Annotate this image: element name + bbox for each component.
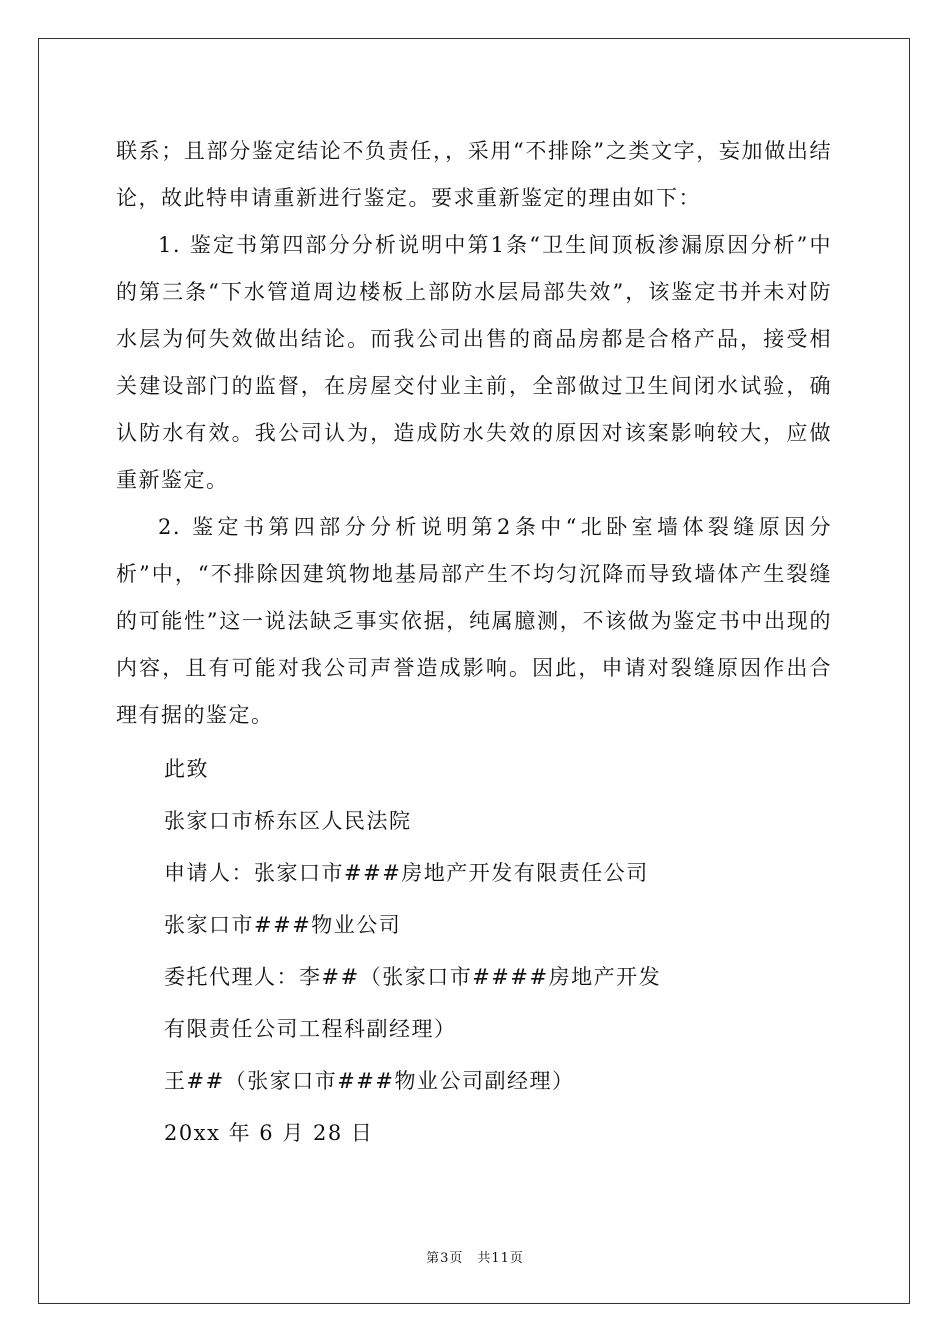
page-current: 第3页 bbox=[426, 1251, 464, 1266]
paragraph-intro: 联系；且部分鉴定结论不负责任，，采用“不排除”之类文字，妄加做出结论，故此特申请重新进行鉴定。要求重新鉴定的理由如下： bbox=[116, 139, 832, 210]
salutation: 此致 bbox=[164, 757, 209, 781]
document-body bbox=[116, 128, 832, 1159]
agent-line-1: 委托代理人：李##（张家口市####房地产开发 bbox=[164, 965, 662, 989]
agent-line-2: 有限责任公司工程科副经理） bbox=[164, 1017, 457, 1041]
paragraph-reason-1: 1. 鉴定书第四部分分析说明中第1条“卫生间顶板渗漏原因分析”中的第三条“下水管道周边楼板上部防水层局部失效”，该鉴定书并未对防水层为何失效做出结论。而我公司出售的商品房都是合格产品，接受相关建设部门的监督，在房屋交付业主前，全部做过卫生间闭水试验，确认防水有效。我公司认为，造成防水失效的原因对该案影响较大，应做重新鉴定。 bbox=[116, 233, 832, 492]
recipient: 张家口市桥东区人民法院 bbox=[164, 809, 412, 833]
page-total: 共11页 bbox=[477, 1251, 524, 1266]
date: 20xx 年 6 月 28 日 bbox=[164, 1121, 374, 1145]
co-applicant: 张家口市###物业公司 bbox=[164, 913, 402, 937]
applicant: 申请人：张家口市###房地产开发有限责任公司 bbox=[164, 861, 649, 885]
page-footer bbox=[0, 1247, 950, 1266]
agent-2: 王##（张家口市###物业公司副经理） bbox=[164, 1069, 575, 1093]
paragraph-reason-2: 2. 鉴定书第四部分分析说明第2条中“北卧室墙体裂缝原因分析”中，“不排除因建筑物地基局部产生不均匀沉降而导致墙体产生裂缝的可能性”这一说法缺乏事实依据，纯属臆测，不该做为鉴定书中出现的内容，且有可能对我公司声誉造成影响。因此，申请对裂缝原因作出合理有据的鉴定。 bbox=[116, 515, 832, 727]
